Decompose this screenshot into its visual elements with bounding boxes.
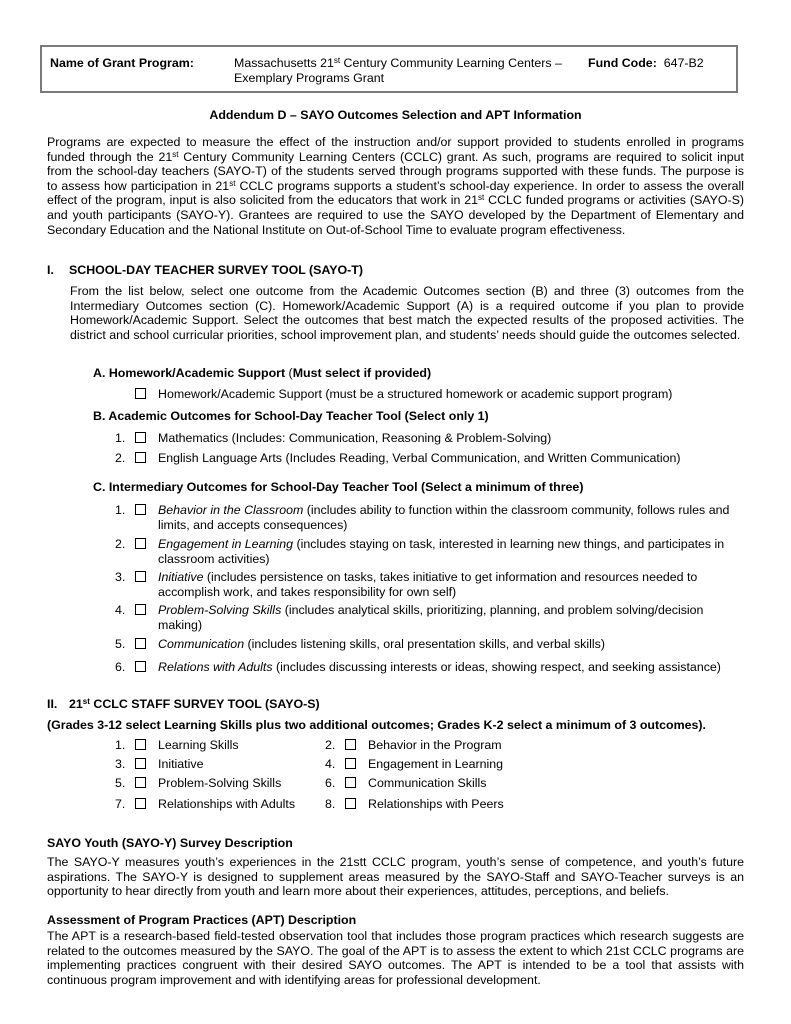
staff-initiative-checkbox[interactable] [135, 758, 146, 769]
staff-communication-checkbox[interactable] [345, 777, 356, 788]
relationships-adults-checkbox[interactable] [135, 798, 146, 809]
relationships-peers-checkbox[interactable] [345, 798, 356, 809]
communication-checkbox[interactable] [135, 638, 146, 649]
sayo-y-description: The SAYO-Y measures youth’s experiences in the 21stt CCLC program, youth’s sense of competence, and youth’s future aspirations. The SAYO-Y is designed to supplement areas measured by the SAYO-Staff and SAYO-Teacher surveys is an opportunity to hear directly from youth and learn more about their experiences, attitudes, perceptions, and beliefs. [47, 855, 744, 899]
checkbox-item-behavior-classroom: 1. Behavior in the Classroom (includes ability to function within the classroom community, follows rules and limits, and accepts consequences) [115, 503, 730, 532]
checkbox-item-ela: 2. English Language Arts (Includes Reading, Verbal Communication, and Written Communication) [115, 451, 681, 465]
engagement-checkbox[interactable] [135, 538, 146, 549]
grant-header-box [40, 45, 738, 93]
homework-checkbox[interactable] [135, 388, 146, 399]
ela-checkbox[interactable] [135, 452, 146, 463]
subsection-c-heading: C. Intermediary Outcomes for School-Day Teacher Tool (Select a minimum of three) [93, 480, 584, 494]
grant-program-name: Massachusetts 21st Century Community Learning Centers – Exemplary Programs Grant [234, 56, 562, 85]
section-2-subtitle: (Grades 3-12 select Learning Skills plus two additional outcomes; Grades K-2 select a minimum of 3 outcomes). [47, 718, 706, 732]
checkbox-item-problem-solving: 4. Problem-Solving Skills (includes analytical skills, prioritizing, planning, and problem solving/decision making) [115, 603, 704, 632]
checkbox-item-relations-adults: 6. Relations with Adults (includes discussing interests or ideas, showing respect, and seeking assistance) [115, 660, 721, 674]
relations-adults-checkbox[interactable] [135, 661, 146, 672]
problem-solving-checkbox[interactable] [135, 604, 146, 615]
sayo-y-heading: SAYO Youth (SAYO-Y) Survey Description [47, 836, 293, 850]
checkbox-item-homework: Homework/Academic Support (must be a structured homework or academic support program) [115, 387, 740, 402]
section-1-instructions: From the list below, select one outcome from the Academic Outcomes section (B) and three (3) outcomes from the Intermediary Outcomes section (C). Homework/Academic Support (A) is a required outcome if you plan to provide Homework/Academic Support. Select the outcomes that best match the expected results of the proposed activities. The district and school curricular priorities, school improvement plan, and students’ needs should guide the outcomes selected. [70, 284, 744, 342]
mathematics-checkbox[interactable] [135, 432, 146, 443]
checkbox-item-communication: 5. Communication (includes listening skills, oral presentation skills, and verbal skills) [115, 637, 605, 651]
fund-code [588, 56, 704, 71]
checkbox-item-initiative: 3. Initiative (includes persistence on tasks, takes initiative to get information and resources needed to accomplish work, and takes responsibility for own self) [115, 570, 698, 599]
intro-paragraph: Programs are expected to measure the effect of the instruction and/or support provided to students enrolled in programs funded through the 21st Century Community Learning Centers (CCLC) grant. As such, programs are required to solicit input from the school-day teachers (SAYO-T) of the students served through programs supported with these funds. The purpose is to assess how participation in 21st CCLC programs supports a student’s school-day experience. In order to assess the overall effect of the program, input is also solicited from the educators that work in 21st CCLC funded programs or activities (SAYO-S) and youth participants (SAYO-Y). Grantees are required to use the SAYO developed by the Department of Elementary and Secondary Education and the National Institute on Out-of-School Time to evaluate program effectiveness. [47, 135, 745, 237]
fund-code-label: Fund Code: [588, 56, 657, 70]
subsection-a-heading: A. Homework/Academic Support (Must select if provided) [93, 366, 432, 380]
staff-engagement-checkbox[interactable] [345, 758, 356, 769]
section-1-heading: I. SCHOOL-DAY TEACHER SURVEY TOOL (SAYO-T) [47, 263, 363, 277]
checkbox-item-engagement: 2. Engagement in Learning (includes staying on task, interested in learning new things, and participates in classroom activities) [115, 537, 725, 566]
checkbox-item-mathematics: 1. Mathematics (Includes: Communication, Reasoning & Problem-Solving) [115, 431, 552, 445]
behavior-classroom-checkbox[interactable] [135, 504, 146, 515]
initiative-checkbox[interactable] [135, 571, 146, 582]
page-title: Addendum D – SAYO Outcomes Selection and APT Information [209, 108, 582, 122]
behavior-program-checkbox[interactable] [345, 739, 356, 750]
fund-code-value: 647-B2 [663, 56, 704, 70]
apt-heading: Assessment of Program Practices (APT) Description [47, 913, 357, 927]
subsection-b-heading: B. Academic Outcomes for School-Day Teacher Tool (Select only 1) [93, 409, 489, 423]
staff-problem-solving-checkbox[interactable] [135, 777, 146, 788]
grant-program-label: Name of Grant Program: [50, 56, 194, 70]
learning-skills-checkbox[interactable] [135, 739, 146, 750]
section-2-heading: II. 21st CCLC STAFF SURVEY TOOL (SAYO-S) [47, 697, 320, 711]
apt-description: The APT is a research-based field-tested observation tool that includes those program practices which research suggests are related to the outcomes measured by the SAYO. The goal of the APT is to assess the extent to which 21st CCLC programs are implementing practices congruent with their desired SAYO outcomes. The APT is intended to be a tool that assists with continuous program improvement and with identifying areas for professional development. [47, 929, 744, 987]
